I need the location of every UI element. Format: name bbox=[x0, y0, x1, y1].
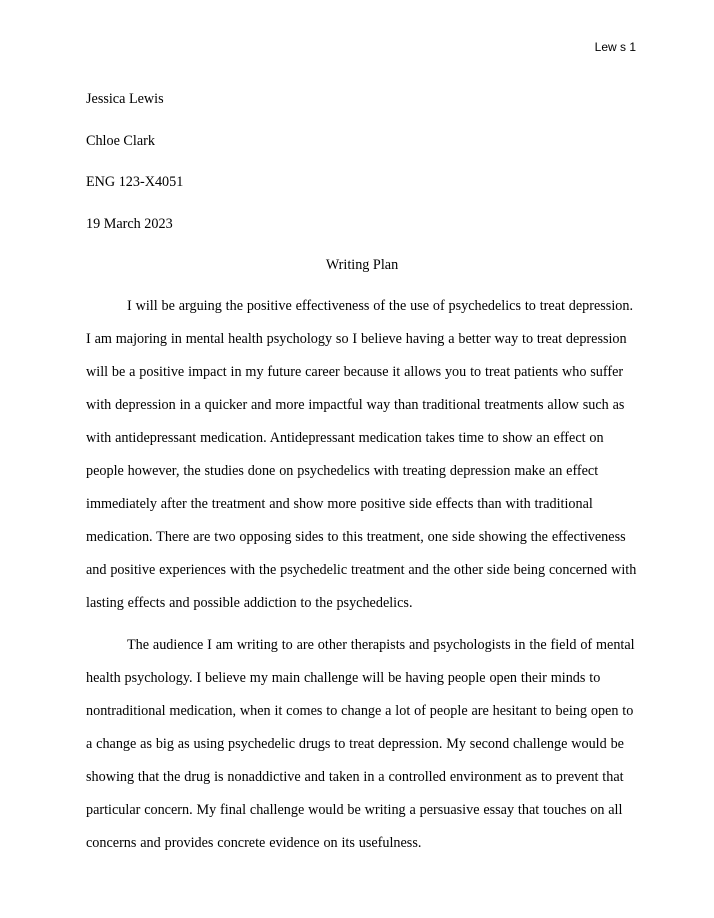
student-name: Jessica Lewis bbox=[86, 91, 164, 107]
paragraph-argument: I will be arguing the positive effectiveness of the use of psychedelics to treat depression. I am majoring in mental health psychology so I believe having a better way to treat depression will be a positive impact in my future career because it allows you to treat patients who suffer with depression in a quicker and more impactful way than traditional treatments allow such as with antidepressant medication. Antidepressant medication takes time to show an effect on people however, the studies done on psychedelics with treating depression make an effect immediately after the treatment and show more positive side effects than with traditional medication. There are two opposing sides to this treatment, one side showing the effectiveness and positive experiences with the psychedelic treatment and the other side being concerned with lasting effects and possible addiction to the psychedelics. bbox=[86, 298, 637, 611]
document-title: Writing Plan bbox=[325, 257, 399, 273]
running-head: Lew s 1 bbox=[594, 40, 636, 54]
paragraph-audience: The audience I am writing to are other therapists and psychologists in the field of mental health psychology. I believe my main challenge will be having people open their minds to nontraditional medication, when it comes to change a lot of people are hesitant to being open to a change as big as using psychedelic drugs to treat depression. My second challenge would be showing that the drug is nonaddictive and taken in a controlled environment as to prevent that particular concern. My final challenge would be writing a persuasive essay that touches on all concerns and provides concrete evidence on its usefulness. bbox=[86, 637, 635, 851]
instructor-name: Chloe Clark bbox=[86, 132, 155, 149]
course-code: ENG 123-X4051 bbox=[86, 174, 184, 190]
document-date: 19 March 2023 bbox=[86, 215, 173, 232]
document-body bbox=[86, 83, 638, 869]
